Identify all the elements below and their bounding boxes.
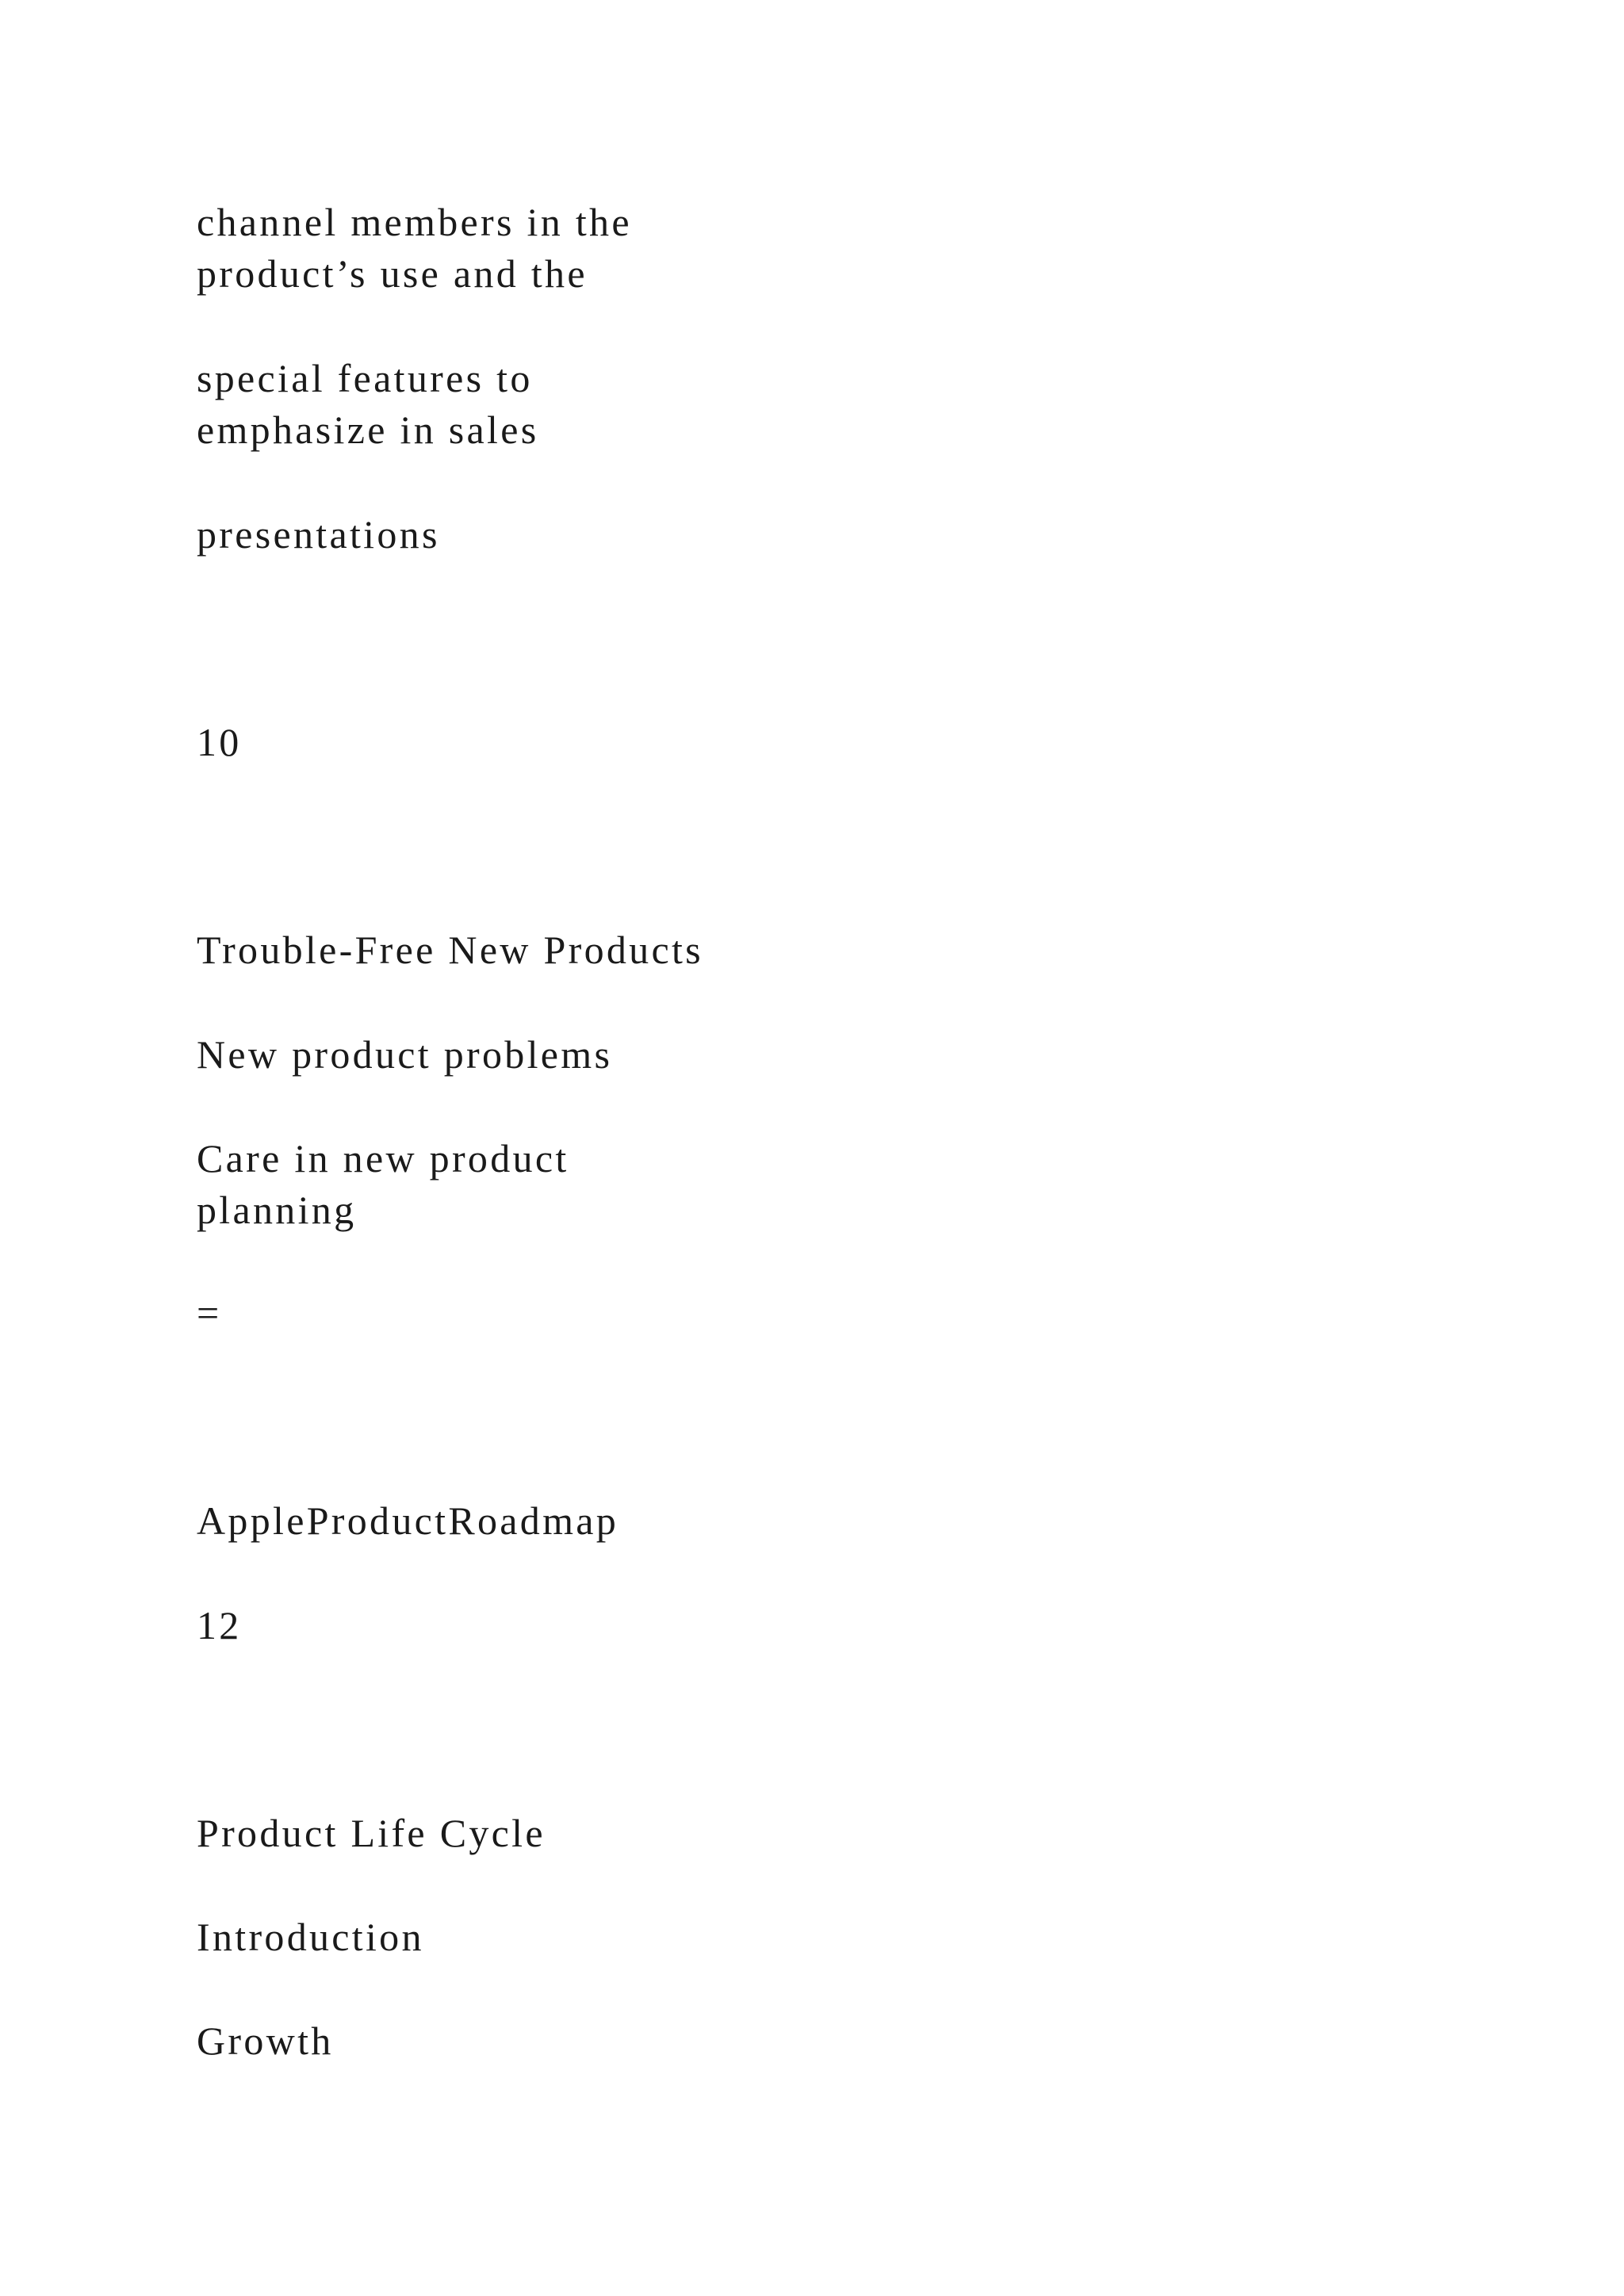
page-number: 10 [197,720,242,764]
text-line: channel members in the [197,200,632,244]
text-line: presentations [197,512,440,557]
text-line: New product problems [197,1032,613,1077]
text-line: product’s use and the [197,251,588,296]
text-line: Care in new product [197,1136,569,1181]
text-line: emphasize in sales [197,408,539,452]
text-line: Introduction [197,1915,424,1959]
section-heading: Product Life Cycle [197,1811,546,1855]
section-heading: AppleProductRoadmap [197,1498,619,1543]
section-heading: Trouble-Free New Products [197,928,703,972]
text-line: special features to [197,356,533,400]
text-line: = [197,1291,222,1335]
text-line: planning [197,1188,357,1232]
text-line: Growth [197,2019,334,2063]
page-number: 12 [197,1603,242,1647]
